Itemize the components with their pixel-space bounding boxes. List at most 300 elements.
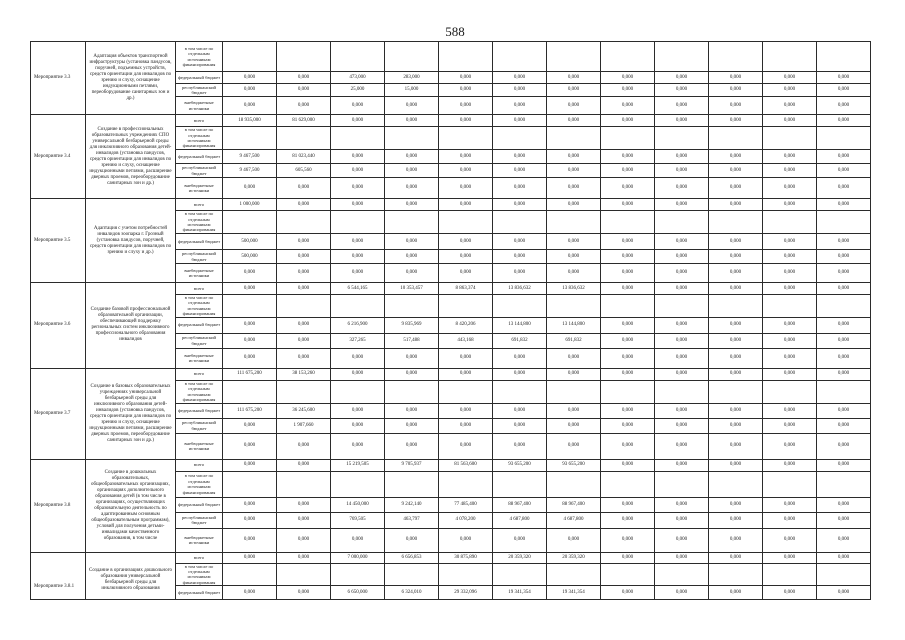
value-cell: 0,000 <box>817 72 871 84</box>
value-cell: 0,000 <box>709 150 763 164</box>
value-cell <box>601 380 655 403</box>
value-cell: 0,000 <box>277 586 331 600</box>
funding-source: внебюджетные источники <box>176 348 223 368</box>
value-cell: 0,000 <box>655 418 709 433</box>
value-cell: 0,000 <box>601 283 655 295</box>
value-cell <box>709 295 763 318</box>
value-cell: 4 687,800 <box>547 512 601 528</box>
value-cell: 0,000 <box>817 497 871 512</box>
value-cell <box>601 127 655 150</box>
value-cell <box>385 295 439 318</box>
value-cell: 1 907,660 <box>277 418 331 433</box>
value-cell: 0,000 <box>277 234 331 250</box>
value-cell <box>277 295 331 318</box>
value-cell: 0,000 <box>439 164 493 178</box>
value-cell: 0,000 <box>223 459 277 471</box>
value-cell: 0,000 <box>817 552 871 563</box>
funding-source: внебюджетные источники <box>176 433 223 459</box>
value-cell: 9 242,140 <box>385 497 439 512</box>
value-cell <box>655 380 709 403</box>
funding-source: республиканский бюджет <box>176 164 223 178</box>
value-cell: 29 332,096 <box>439 586 493 600</box>
value-cell <box>655 211 709 234</box>
value-cell: 0,000 <box>385 403 439 418</box>
value-cell <box>439 563 493 586</box>
value-cell: 1 000,000 <box>223 199 277 211</box>
funding-source: внебюджетные источники <box>176 178 223 199</box>
value-cell: 0,000 <box>655 164 709 178</box>
value-cell: 0,000 <box>817 433 871 459</box>
value-cell: 500,000 <box>223 250 277 264</box>
value-cell: 0,000 <box>277 199 331 211</box>
value-cell: 81 563,600 <box>439 459 493 471</box>
value-cell: 19 341,354 <box>493 586 547 600</box>
value-cell <box>817 295 871 318</box>
value-cell: 0,000 <box>439 97 493 115</box>
value-cell: 0,000 <box>763 528 817 552</box>
value-cell: 0,000 <box>385 528 439 552</box>
value-cell: 0,000 <box>655 317 709 333</box>
value-cell: 691,832 <box>493 333 547 348</box>
value-cell: 13 836,632 <box>493 283 547 295</box>
value-cell <box>385 563 439 586</box>
value-cell <box>331 211 385 234</box>
measure-description: Адаптация с учетом потребностей инвалидов зоопарка г. Грозный (установка пандусов, поручней, средств ориентации для инвалидов по зрению и слуху и др.) <box>89 225 172 255</box>
table-row <box>31 459 871 471</box>
value-cell: 6 324,010 <box>385 586 439 600</box>
value-cell: 0,000 <box>385 433 439 459</box>
value-cell: 0,000 <box>493 178 547 199</box>
value-cell: 13 144,800 <box>493 317 547 333</box>
value-cell <box>493 127 547 150</box>
value-cell: 0,000 <box>709 317 763 333</box>
value-cell: 0,000 <box>493 418 547 433</box>
value-cell: 0,000 <box>655 497 709 512</box>
value-cell: 0,000 <box>493 250 547 264</box>
value-cell: 0,000 <box>439 234 493 250</box>
value-cell: 0,000 <box>223 72 277 84</box>
value-cell: 9 705,937 <box>385 459 439 471</box>
value-cell: 0,000 <box>709 497 763 512</box>
value-cell: 9 467,500 <box>223 150 277 164</box>
value-cell: 0,000 <box>655 178 709 199</box>
value-cell <box>547 471 601 497</box>
value-cell: 0,000 <box>223 586 277 600</box>
value-cell: 0,000 <box>601 459 655 471</box>
value-cell: 0,000 <box>547 84 601 97</box>
value-cell <box>547 295 601 318</box>
value-cell: 463,797 <box>385 512 439 528</box>
value-cell: 0,000 <box>439 368 493 380</box>
value-cell <box>223 211 277 234</box>
value-cell <box>331 380 385 403</box>
value-cell: 0,000 <box>277 317 331 333</box>
value-cell: 0,000 <box>331 264 385 283</box>
value-cell: 0,000 <box>817 459 871 471</box>
measure-description-cell <box>86 42 176 115</box>
value-cell: 0,000 <box>709 586 763 600</box>
value-cell: 0,000 <box>763 433 817 459</box>
value-cell: 36 245,600 <box>277 403 331 418</box>
value-cell <box>277 563 331 586</box>
value-cell: 0,000 <box>601 164 655 178</box>
value-cell <box>493 42 547 72</box>
funding-source: всего <box>176 459 223 471</box>
value-cell: 0,000 <box>817 348 871 368</box>
measure-description-cell <box>86 283 176 369</box>
value-cell: 0,000 <box>655 348 709 368</box>
value-cell: 0,000 <box>817 250 871 264</box>
value-cell: 0,000 <box>331 403 385 418</box>
value-cell: 0,000 <box>601 84 655 97</box>
value-cell: 15 219,505 <box>331 459 385 471</box>
value-cell: 0,000 <box>817 418 871 433</box>
value-cell: 13 836,632 <box>547 283 601 295</box>
value-cell <box>709 127 763 150</box>
value-cell: 0,000 <box>709 164 763 178</box>
value-cell: 0,000 <box>601 333 655 348</box>
value-cell: 0,000 <box>709 234 763 250</box>
value-cell: 0,000 <box>223 552 277 563</box>
value-cell: 0,000 <box>709 115 763 127</box>
value-cell: 0,000 <box>493 368 547 380</box>
value-cell: 0,000 <box>601 250 655 264</box>
value-cell: 0,000 <box>493 72 547 84</box>
value-cell: 0,000 <box>763 512 817 528</box>
value-cell: 13 144,800 <box>547 317 601 333</box>
funding-source: федеральный бюджет <box>176 72 223 84</box>
value-cell: 0,000 <box>493 164 547 178</box>
value-cell: 0,000 <box>709 264 763 283</box>
measure-label: Мероприятие 3.8 <box>31 459 86 552</box>
value-cell: 0,000 <box>817 586 871 600</box>
funding-source: республиканский бюджет <box>176 84 223 97</box>
value-cell <box>277 471 331 497</box>
funding-source: республиканский бюджет <box>176 418 223 433</box>
value-cell: 0,000 <box>277 97 331 115</box>
value-cell: 0,000 <box>763 97 817 115</box>
value-cell: 0,000 <box>655 403 709 418</box>
value-cell <box>817 380 871 403</box>
table-row <box>31 115 871 127</box>
value-cell <box>385 42 439 72</box>
value-cell: 0,000 <box>547 150 601 164</box>
table-row <box>31 283 871 295</box>
value-cell: 0,000 <box>547 528 601 552</box>
value-cell: 18 935,000 <box>223 115 277 127</box>
value-cell: 0,000 <box>655 368 709 380</box>
value-cell: 0,000 <box>655 528 709 552</box>
value-cell <box>331 563 385 586</box>
value-cell: 0,000 <box>763 497 817 512</box>
value-cell <box>493 471 547 497</box>
value-cell: 0,000 <box>331 418 385 433</box>
value-cell: 0,000 <box>331 234 385 250</box>
value-cell: 0,000 <box>817 234 871 250</box>
value-cell: 0,000 <box>763 72 817 84</box>
value-cell: 473,000 <box>331 72 385 84</box>
value-cell <box>385 211 439 234</box>
value-cell: 0,000 <box>709 72 763 84</box>
value-cell: 93 655,200 <box>493 459 547 471</box>
value-cell: 0,000 <box>493 433 547 459</box>
value-cell: 0,000 <box>709 283 763 295</box>
value-cell: 0,000 <box>547 433 601 459</box>
value-cell: 6 544,165 <box>331 283 385 295</box>
value-cell: 0,000 <box>331 368 385 380</box>
value-cell <box>385 471 439 497</box>
value-cell <box>709 563 763 586</box>
value-cell: 0,000 <box>817 403 871 418</box>
value-cell: 0,000 <box>385 178 439 199</box>
value-cell: 0,000 <box>223 333 277 348</box>
value-cell: 25,000 <box>331 84 385 97</box>
value-cell: 0,000 <box>385 418 439 433</box>
value-cell: 4 687,800 <box>493 512 547 528</box>
value-cell: 0,000 <box>601 178 655 199</box>
value-cell: 0,000 <box>601 403 655 418</box>
value-cell: 0,000 <box>223 84 277 97</box>
value-cell: 0,000 <box>601 497 655 512</box>
value-cell: 0,000 <box>547 368 601 380</box>
value-cell <box>763 471 817 497</box>
value-cell: 0,000 <box>277 459 331 471</box>
funding-source: внебюджетные источники <box>176 528 223 552</box>
measure-description-cell <box>86 115 176 199</box>
measure-description-cell <box>86 368 176 459</box>
value-cell: 0,000 <box>223 433 277 459</box>
value-cell: 0,000 <box>439 72 493 84</box>
value-cell: 0,000 <box>763 150 817 164</box>
value-cell: 0,000 <box>817 283 871 295</box>
value-cell: 0,000 <box>601 264 655 283</box>
value-cell <box>655 563 709 586</box>
value-cell: 0,000 <box>601 512 655 528</box>
value-cell: 0,000 <box>439 115 493 127</box>
value-cell <box>655 295 709 318</box>
value-cell: 0,000 <box>601 150 655 164</box>
value-cell: 0,000 <box>655 264 709 283</box>
value-cell: 605,560 <box>277 164 331 178</box>
value-cell: 0,000 <box>817 199 871 211</box>
value-cell: 0,000 <box>817 115 871 127</box>
funding-source: всего <box>176 115 223 127</box>
value-cell: 6 216,900 <box>331 317 385 333</box>
value-cell: 0,000 <box>277 84 331 97</box>
value-cell: 0,000 <box>385 115 439 127</box>
value-cell <box>223 42 277 72</box>
funding-source: внебюджетные источники <box>176 97 223 115</box>
value-cell: 0,000 <box>601 433 655 459</box>
value-cell: 0,000 <box>439 528 493 552</box>
value-cell <box>601 563 655 586</box>
value-cell <box>493 211 547 234</box>
value-cell: 0,000 <box>655 552 709 563</box>
value-cell <box>709 42 763 72</box>
value-cell: 0,000 <box>763 348 817 368</box>
value-cell: 691,832 <box>547 333 601 348</box>
value-cell: 283,000 <box>385 72 439 84</box>
value-cell: 0,000 <box>277 72 331 84</box>
value-cell: 0,000 <box>277 333 331 348</box>
value-cell <box>223 471 277 497</box>
value-cell: 0,000 <box>763 283 817 295</box>
value-cell: 0,000 <box>277 264 331 283</box>
value-cell: 0,000 <box>547 418 601 433</box>
value-cell: 0,000 <box>601 115 655 127</box>
value-cell: 0,000 <box>223 348 277 368</box>
value-cell: 0,000 <box>655 459 709 471</box>
value-cell: 8 420,206 <box>439 317 493 333</box>
value-cell <box>763 295 817 318</box>
funding-source: республиканский бюджет <box>176 512 223 528</box>
value-cell: 9 835,969 <box>385 317 439 333</box>
value-cell: 0,000 <box>601 199 655 211</box>
value-cell: 15,000 <box>385 84 439 97</box>
measure-description: Создание в дошкольных образовательных, общеобразовательных организациях, организациях дополнительного образования детей (в том числе в организациях, осуществляющих образовательную деятельность по адаптированным основным общеобразовательным программам), условий для получения детьми-инвалидами качественного образования, в том числе <box>91 469 170 541</box>
value-cell <box>655 127 709 150</box>
value-cell: 0,000 <box>439 348 493 368</box>
value-cell <box>817 127 871 150</box>
value-cell: 0,000 <box>439 84 493 97</box>
value-cell: 0,000 <box>601 72 655 84</box>
value-cell <box>547 380 601 403</box>
value-cell: 0,000 <box>223 497 277 512</box>
funding-source: федеральный бюджет <box>176 403 223 418</box>
value-cell: 0,000 <box>817 512 871 528</box>
value-cell: 0,000 <box>493 115 547 127</box>
value-cell: 0,000 <box>493 234 547 250</box>
value-cell <box>439 295 493 318</box>
funding-source: в том числе по отдельным источникам финансирования <box>176 471 223 497</box>
value-cell: 0,000 <box>223 317 277 333</box>
value-cell: 0,000 <box>493 264 547 283</box>
value-cell: 0,000 <box>763 164 817 178</box>
measure-description: Адаптация объектов транспортной инфраструктуры (установка пандусов, поручней, подъемных устройств, средств ориентации для инвалидов по зрению и слуху, оснащение индукционными петлями, переоборудование санитарных зон и др.) <box>89 54 172 101</box>
value-cell: 10 353,457 <box>385 283 439 295</box>
value-cell: 0,000 <box>277 348 331 368</box>
funding-source: республиканский бюджет <box>176 250 223 264</box>
value-cell: 0,000 <box>277 250 331 264</box>
value-cell: 0,000 <box>223 418 277 433</box>
budget-table-body <box>31 42 871 600</box>
value-cell: 0,000 <box>385 199 439 211</box>
value-cell <box>601 42 655 72</box>
funding-source: федеральный бюджет <box>176 234 223 250</box>
value-cell: 0,000 <box>655 333 709 348</box>
value-cell: 0,000 <box>385 150 439 164</box>
value-cell: 81 629,000 <box>277 115 331 127</box>
value-cell <box>547 42 601 72</box>
budget-table <box>30 41 871 600</box>
value-cell: 0,000 <box>709 403 763 418</box>
value-cell <box>439 211 493 234</box>
value-cell: 0,000 <box>709 97 763 115</box>
value-cell: 0,000 <box>331 528 385 552</box>
value-cell: 517,488 <box>385 333 439 348</box>
value-cell: 19 341,354 <box>547 586 601 600</box>
value-cell: 0,000 <box>331 250 385 264</box>
value-cell <box>817 42 871 72</box>
value-cell: 0,000 <box>655 199 709 211</box>
value-cell <box>763 127 817 150</box>
value-cell: 7 000,000 <box>331 552 385 563</box>
value-cell <box>331 471 385 497</box>
value-cell: 8 863,374 <box>439 283 493 295</box>
value-cell: 0,000 <box>763 234 817 250</box>
value-cell: 0,000 <box>277 283 331 295</box>
value-cell: 0,000 <box>439 418 493 433</box>
value-cell: 0,000 <box>763 178 817 199</box>
value-cell: 0,000 <box>763 368 817 380</box>
measure-label: Мероприятие 3.6 <box>31 283 86 369</box>
value-cell: 0,000 <box>601 317 655 333</box>
value-cell <box>601 471 655 497</box>
value-cell: 38 153,260 <box>277 368 331 380</box>
value-cell: 0,000 <box>763 333 817 348</box>
value-cell <box>493 295 547 318</box>
measure-label: Мероприятие 3.8.1 <box>31 552 86 600</box>
funding-source: республиканский бюджет <box>176 333 223 348</box>
value-cell <box>493 380 547 403</box>
value-cell: 88 967,400 <box>493 497 547 512</box>
value-cell: 0,000 <box>709 250 763 264</box>
value-cell: 0,000 <box>817 84 871 97</box>
value-cell: 0,000 <box>439 199 493 211</box>
value-cell: 0,000 <box>763 115 817 127</box>
value-cell: 0,000 <box>709 84 763 97</box>
value-cell: 6 650,000 <box>331 586 385 600</box>
value-cell: 0,000 <box>331 348 385 368</box>
value-cell: 0,000 <box>763 552 817 563</box>
value-cell: 0,000 <box>655 234 709 250</box>
value-cell: 0,000 <box>655 586 709 600</box>
measure-label: Мероприятие 3.4 <box>31 115 86 199</box>
value-cell <box>277 42 331 72</box>
value-cell: 0,000 <box>817 264 871 283</box>
value-cell: 0,000 <box>331 433 385 459</box>
value-cell <box>223 295 277 318</box>
value-cell <box>763 380 817 403</box>
value-cell: 0,000 <box>763 403 817 418</box>
value-cell: 0,000 <box>385 97 439 115</box>
value-cell: 0,000 <box>655 84 709 97</box>
value-cell: 0,000 <box>547 97 601 115</box>
value-cell: 0,000 <box>331 199 385 211</box>
measure-description: Создание в организациях дошкольного образования универсальной безбарьерной среды для инклюзивного образования <box>89 567 173 591</box>
value-cell: 0,000 <box>547 264 601 283</box>
value-cell <box>439 127 493 150</box>
value-cell <box>439 471 493 497</box>
value-cell: 0,000 <box>493 84 547 97</box>
value-cell: 0,000 <box>547 178 601 199</box>
value-cell: 0,000 <box>439 178 493 199</box>
value-cell: 0,000 <box>655 512 709 528</box>
measure-label: Мероприятие 3.5 <box>31 199 86 283</box>
value-cell: 0,000 <box>763 264 817 283</box>
value-cell <box>709 380 763 403</box>
table-row <box>31 368 871 380</box>
measure-label: Мероприятие 3.7 <box>31 368 86 459</box>
value-cell: 20 359,320 <box>547 552 601 563</box>
value-cell: 0,000 <box>439 250 493 264</box>
value-cell: 0,000 <box>385 348 439 368</box>
value-cell: 0,000 <box>817 368 871 380</box>
funding-source: всего <box>176 368 223 380</box>
value-cell <box>277 211 331 234</box>
funding-source: федеральный бюджет <box>176 317 223 333</box>
value-cell: 0,000 <box>601 348 655 368</box>
